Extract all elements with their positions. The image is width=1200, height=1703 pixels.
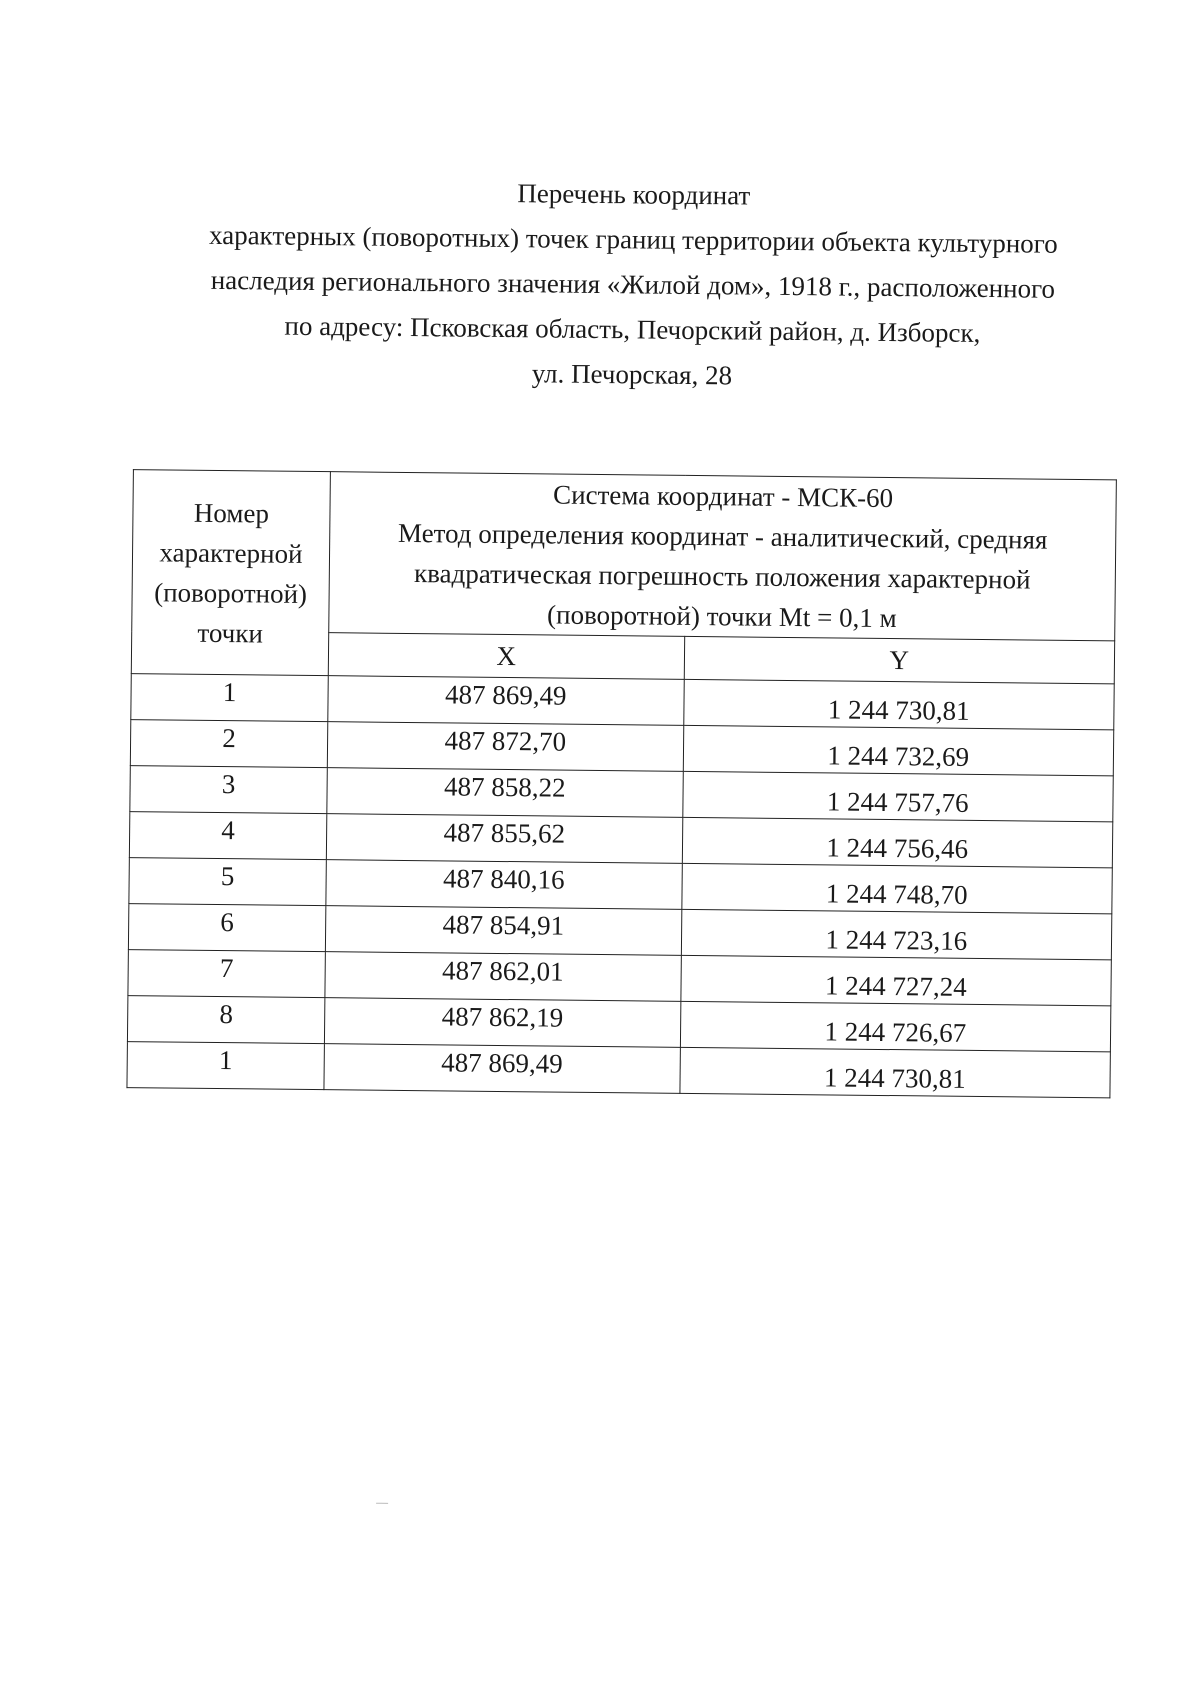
cell-y: 1 244 730,81 [683, 679, 1114, 730]
header-coordinate-system [329, 472, 1117, 641]
cell-x: 487 855,62 [326, 814, 682, 864]
header-system-line: квадратическая погрешность положения характерной [413, 558, 1031, 595]
scan-speck [376, 1503, 388, 1504]
cell-x: 487 854,91 [325, 906, 681, 956]
cell-y: 1 244 757,76 [682, 771, 1113, 822]
header-y: Y [684, 636, 1115, 684]
cell-y: 1 244 723,16 [681, 909, 1112, 960]
cell-x: 487 862,19 [324, 998, 680, 1048]
cell-x: 487 840,16 [326, 860, 682, 910]
cell-point-number: 1 [127, 1042, 324, 1090]
title-line-3: наследия регионального значения «Жилой дом», 1918 г., расположенного [210, 264, 1056, 304]
header-point-number-line: точки [197, 617, 264, 648]
header-x: X [328, 633, 684, 680]
coordinates-table [126, 469, 1116, 1098]
header-system-line: Метод определения координат - аналитический, средняя [397, 517, 1048, 555]
title-line-4: по адресу: Псковская область, Печорский район, д. Изборск, [284, 310, 981, 348]
title-line-5: ул. Печорская, 28 [531, 358, 733, 391]
header-system-line: (поворотной) точки Mt = 0,1 м [546, 599, 897, 634]
header-point-number-line: Номер [193, 497, 270, 529]
header-point-number [131, 470, 330, 676]
cell-x: 487 872,70 [327, 722, 683, 772]
header-point-number-line: характерной [159, 536, 303, 569]
cell-point-number: 3 [130, 766, 327, 814]
cell-point-number: 6 [128, 904, 325, 952]
cell-y: 1 244 748,70 [681, 863, 1112, 914]
document-title [142, 167, 1124, 402]
cell-point-number: 7 [128, 950, 325, 998]
header-system-line: Система координат - МСК-60 [552, 479, 894, 514]
cell-x: 487 869,49 [328, 676, 684, 726]
title-line-1: Перечень координат [517, 178, 751, 211]
cell-y: 1 244 726,67 [680, 1001, 1111, 1052]
cell-point-number: 5 [129, 858, 326, 906]
table-row [127, 1042, 1110, 1098]
cell-x: 487 869,49 [324, 1044, 680, 1094]
cell-point-number: 4 [129, 812, 326, 860]
cell-y: 1 244 756,46 [682, 817, 1113, 868]
header-point-number-line: (поворотной) [154, 576, 308, 609]
cell-y: 1 244 730,81 [679, 1047, 1110, 1098]
cell-point-number: 8 [127, 996, 324, 1044]
cell-y: 1 244 732,69 [683, 725, 1114, 776]
cell-point-number: 1 [131, 674, 328, 722]
cell-x: 487 858,22 [327, 768, 683, 818]
title-line-2: характерных (поворотных) точек границ территории объекта культурного [208, 219, 1058, 259]
cell-point-number: 2 [130, 720, 327, 768]
cell-x: 487 862,01 [325, 952, 681, 1002]
cell-y: 1 244 727,24 [680, 955, 1111, 1006]
